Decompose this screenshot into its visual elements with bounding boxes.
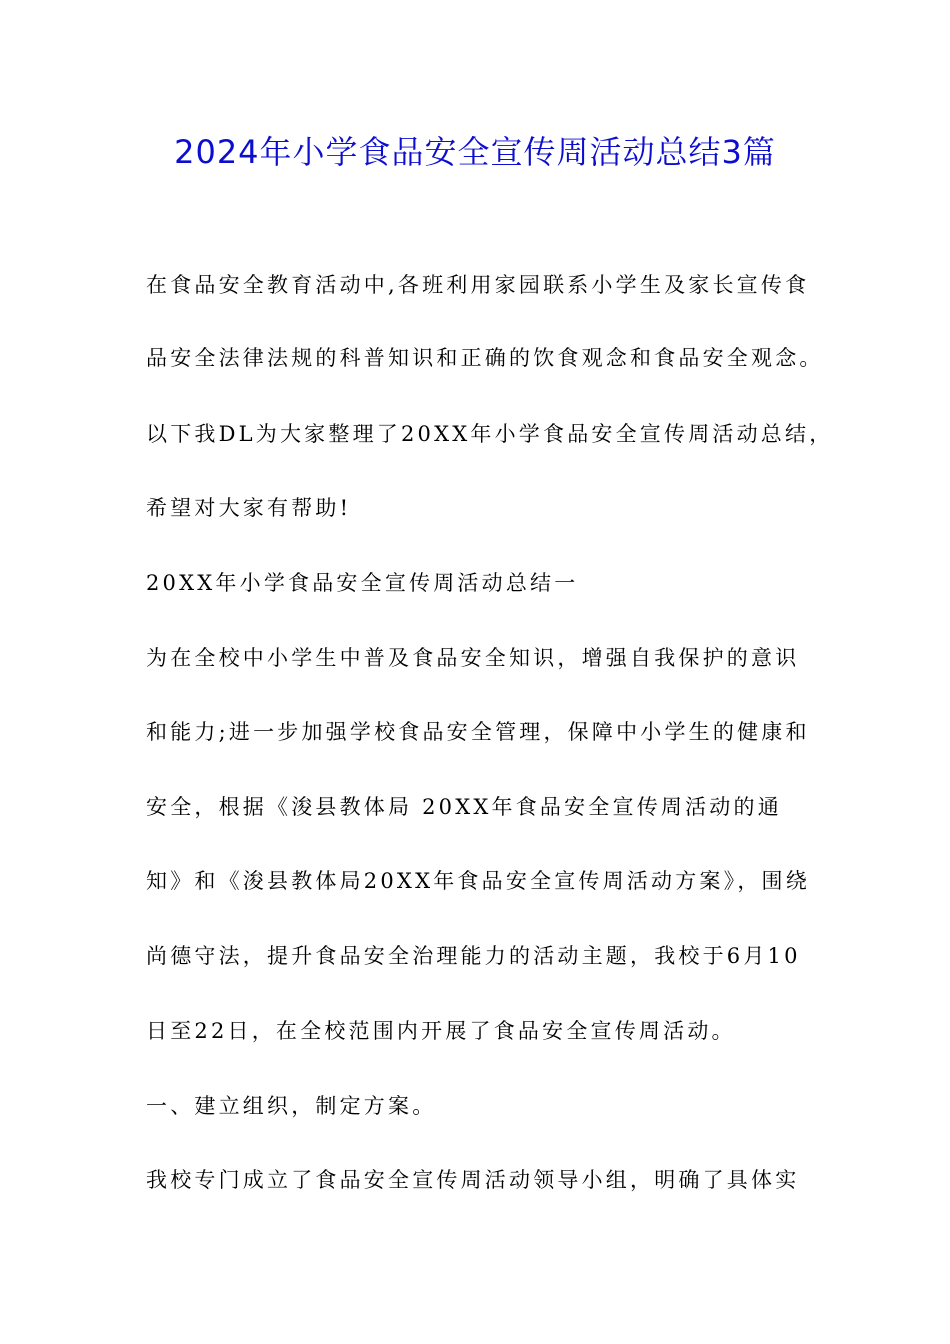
body-line-11: 日至22日，在全校范围内开展了食品安全宣传周活动。 [146,1019,736,1043]
body-line-13: 我校专门成立了食品安全宣传周活动领导小组，明确了具体实 [146,1168,800,1192]
document-title: 2024年小学食品安全宣传周活动总结3篇 [174,133,776,171]
body-line-2: 品安全法律法规的科普知识和正确的饮食观念和食品安全观念。 [146,346,824,370]
body-line-6: 为在全校中小学生中普及食品安全知识，增强自我保护的意识 [146,646,800,670]
section-heading-1: 20XX年小学食品安全宣传周活动总结一 [146,571,579,595]
section-heading-2: 一、建立组织，制定方案。 [146,1094,437,1118]
body-line-7: 和能力;进一步加强学校食品安全管理，保障中小学生的健康和 [146,720,810,744]
body-line-9: 知》和《浚县教体局20XX年食品安全宣传周活动方案》，围绕 [146,869,810,893]
body-line-3: 以下我DL为大家整理了20XX年小学食品安全宣传周活动总结， [146,422,834,446]
body-line-4: 希望对大家有帮助! [146,496,352,520]
body-line-1: 在食品安全教育活动中,各班利用家园联系小学生及家长宣传食 [146,273,810,297]
body-line-8: 安全，根据《浚县教体局 20XX年食品安全宣传周活动的通 [146,795,782,819]
body-line-10: 尚德守法，提升食品安全治理能力的活动主题，我校于6月10 [146,944,801,968]
